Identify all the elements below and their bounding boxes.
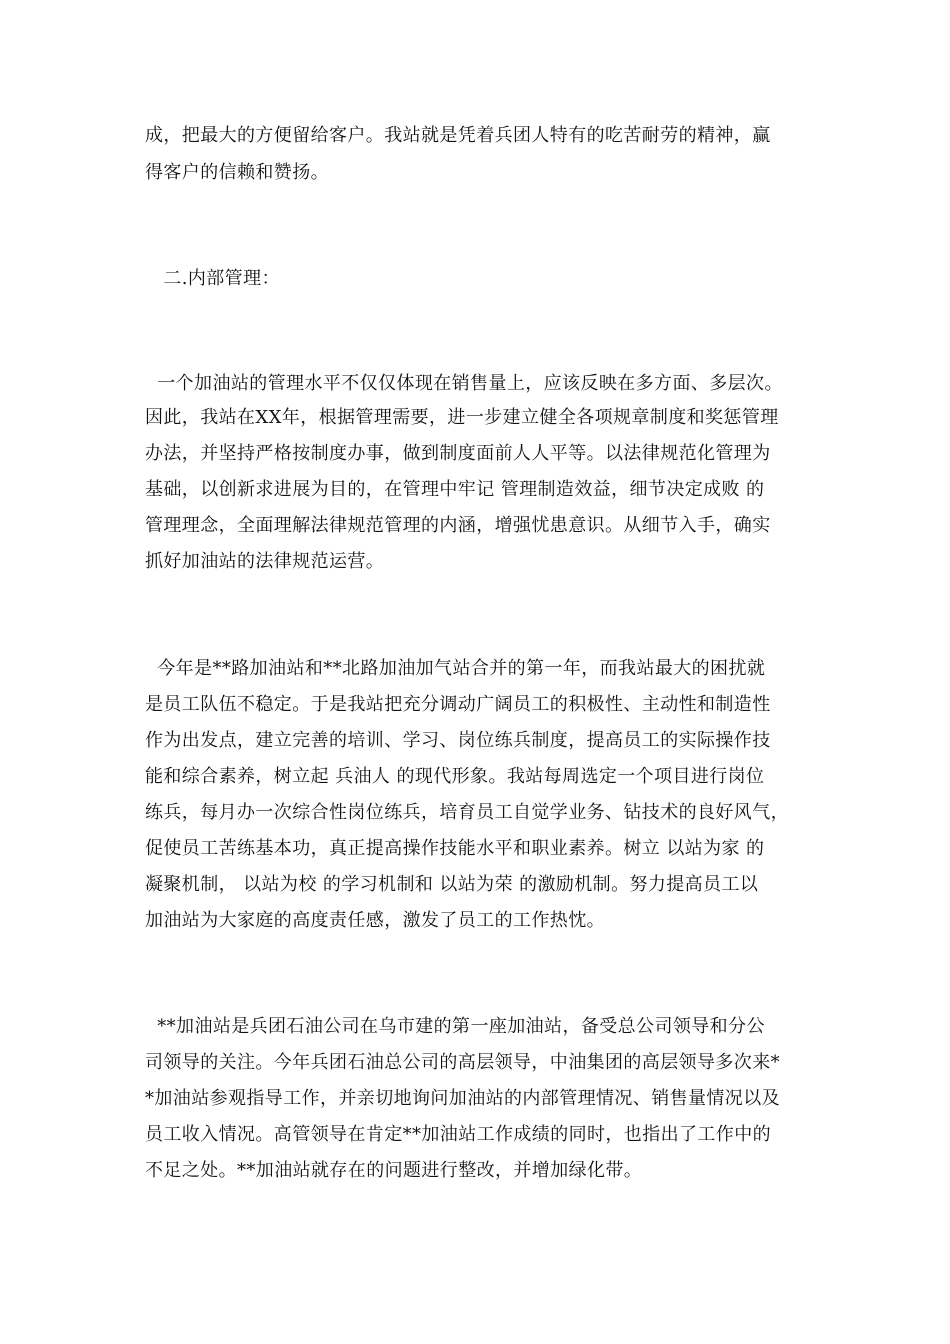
- paragraph-4-line-5: 不足之处。**加油站就存在的问题进行整改，并增加绿化带。: [145, 1160, 643, 1181]
- paragraph-2-line-3: 办法，并坚持严格按制度办事，做到制度面前人人平等。以法律规范化管理为: [145, 443, 771, 464]
- paragraph-1-line-1: 成，把最大的方便留给客户。我站就是凭着兵团人特有的吃苦耐劳的精神，赢: [145, 125, 771, 146]
- paragraph-3-line-8: 加油站为大家庭的高度责任感，激发了员工的工作热忱。: [145, 910, 605, 931]
- paragraph-2-line-2: 因此，我站在XX年，根据管理需要，进一步建立健全各项规章制度和奖惩管理: [145, 407, 779, 428]
- paragraph-3-line-7: 凝聚机制， 以站为校 的学习机制和 以站为荣 的激励机制。努力提高员工以: [145, 874, 759, 895]
- paragraph-2-line-6: 抓好加油站的法律规范运营。: [145, 551, 385, 572]
- paragraph-4-line-4: 员工收入情况。高管领导在肯定**加油站工作成绩的同时，也指出了工作中的: [145, 1124, 771, 1145]
- paragraph-3-line-6: 促使员工苦练基本功，真正提高操作技能水平和职业素养。树立 以站为家 的: [145, 838, 765, 859]
- section-heading-internal-management: 二.内部管理：: [145, 268, 280, 289]
- paragraph-3-line-3: 作为出发点，建立完善的培训、学习、岗位练兵制度，提高员工的实际操作技: [145, 730, 771, 751]
- paragraph-2-line-5: 管理理念，全面理解法律规范管理的内涵，增强忧患意识。从细节入手，确实: [145, 515, 771, 536]
- paragraph-2-line-4: 基础，以创新求进展为目的，在管理中牢记 管理制造效益，细节决定成败 的: [145, 479, 765, 500]
- paragraph-1-line-2: 得客户的信赖和赞扬。: [145, 162, 329, 183]
- paragraph-3-line-5: 练兵，每月办一次综合性岗位练兵，培育员工自觉学业务、钻技术的良好风气，: [145, 802, 789, 823]
- paragraph-3-line-2: 是员工队伍不稳定。于是我站把充分调动广阔员工的积极性、主动性和制造性: [145, 694, 771, 715]
- paragraph-4-line-2: 司领导的关注。今年兵团石油总公司的高层领导，中油集团的高层领导多次来*: [145, 1052, 780, 1073]
- paragraph-3-line-4: 能和综合素养，树立起 兵油人 的现代形象。我站每周选定一个项目进行岗位: [145, 766, 765, 787]
- paragraph-3-line-1: 今年是**路加油站和**北路加油加气站合并的第一年，而我站最大的困扰就: [145, 658, 766, 679]
- paragraph-2-line-1: 一个加油站的管理水平不仅仅体现在销售量上，应该反映在多方面、多层次。: [145, 373, 783, 394]
- paragraph-4-line-1: **加油站是兵团石油公司在乌市建的第一座加油站，备受总公司领导和分公: [145, 1016, 765, 1037]
- paragraph-4-line-3: *加油站参观指导工作，并亲切地询问加油站的内部管理情况、销售量情况以及: [145, 1088, 780, 1109]
